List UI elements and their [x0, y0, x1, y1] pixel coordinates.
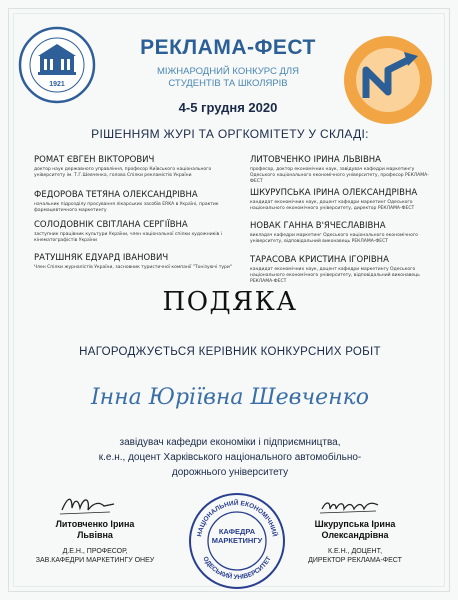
logo-year: 1921 [49, 81, 65, 88]
recipient-position: завідувач кафедри економіки і підприємництва, к.е.н., доцент Харківського національного автомобільно- дорожнього університету [98, 437, 362, 478]
left-signer-name: Литовченко Ірина Львівна [55, 519, 135, 540]
jury-member-desc: заступник працівник культури України, член національної спілки художників і кінематографістів України [34, 232, 222, 243]
festival-logo [342, 34, 434, 126]
svg-text:НАЦІОНАЛЬНИЙ ЕКОНОМІЧНИЙ: НАЦІОНАЛЬНИЙ ЕКОНОМІЧНИЙ [196, 499, 278, 538]
jury-member-desc: кандидат економічних наук, доцент кафедри маркетингу Одеського національного економічного університету, відповідальний виконавець РЕКЛАМА-ФЕСТ [250, 267, 420, 284]
jury-member-name: СОЛОДОВНІК СВІТЛАНА СЕРГІЇВНА [34, 220, 188, 230]
jury-member-name: РАТУШНЯК ЕДУАРД ІВАНОВИЧ [34, 253, 169, 263]
jury-member-name: ЛИТОВЧЕНКО ІРИНА ЛЬВІВНА [250, 155, 381, 165]
jury-member-desc: кандидат економічних наук, доцент кафедри маркетинг Одеського національного економічного університету, директор РЕКЛАМА-ФЕСТ [250, 200, 415, 211]
right-signature-mark [318, 495, 382, 517]
jury-member-name: ШКУРУПСЬКА ІРИНА ОЛЕКСАНДРІВНА [250, 188, 418, 198]
university-logo [18, 26, 96, 104]
jury-member-desc: начальник підрозділу просування лікарських засобів ERKA в Україні, практик фармацевтичного маркетингу [34, 202, 219, 213]
recipient-name: Інна Юріївна Шевченко [90, 385, 370, 410]
certificate-heading: ПОДЯКА [162, 287, 298, 317]
awarded-line: НАГОРОДЖУЄТЬСЯ КЕРІВНИК КОНКУРСНИХ РОБІТ [79, 346, 381, 358]
jury-member-name: НОВАК ГАННА В'ЯЧЕСЛАВІВНА [250, 221, 386, 231]
stamp-label: КАФЕДРА МАРКЕТИНГУ [211, 527, 263, 545]
left-signer-title: Д.Е.Н., ПРОФЕСОР, ЗАВ.КАФЕДРИ МАРКЕТИНГУ ОНЕУ [35, 548, 155, 564]
jury-member-name: ФЕДОРОВА ТЕТЯНА ОЛЕКСАНДРІВНА [34, 190, 198, 200]
jury-member-desc: професор, доктор економічних наук, завідувач кафедри маркетингу Одеського національного економічного університету, професор РЕКЛАМА-ФЕСТ [250, 167, 429, 184]
svg-text:ОДЕСЬКИЙ УНІВЕРСИТЕТ: ОДЕСЬКИЙ УНІВЕРСИТЕТ [201, 555, 273, 582]
jury-member-name: РОМАТ ЄВГЕН ВІКТОРОВИЧ [34, 155, 155, 165]
jury-heading: РІШЕННЯМ ЖУРІ ТА ОРГКОМІТЕТУ У СКЛАДІ: [91, 127, 369, 141]
festival-title: РЕКЛАМА-ФЕСТ [140, 36, 316, 59]
left-signature-mark [58, 492, 118, 518]
festival-subtitle: МІЖНАРОДНИЙ КОНКУРС ДЛЯ СТУДЕНТІВ ТА ШКОЛЯРІВ [156, 66, 300, 89]
right-signer-name: Шкурупська Ірина Олександрівна [314, 519, 396, 540]
jury-member-name: ТАРАСОВА КРИСТИНА ІГОРІВНА [250, 255, 389, 265]
right-signer-title: К.Е.Н., ДОЦЕНТ, ДИРЕКТОР РЕКЛАМА-ФЕСТ [308, 548, 402, 564]
event-date: 4-5 грудня 2020 [178, 100, 278, 115]
jury-member-desc: Член Спілки журналістів України, засновник туристичної компанії "Тонізуючі тури" [34, 265, 232, 270]
jury-member-desc: доктор наук державного управління, професор Київського національного університету ім. Т.Г.Шевченка, голова Спілки рекламістів України [34, 167, 212, 178]
jury-member-desc: викладач кафедри маркетинг Одеського національного економічного університету, відповідальний виконавець РЕКЛАМА-ФЕСТ [250, 233, 418, 244]
